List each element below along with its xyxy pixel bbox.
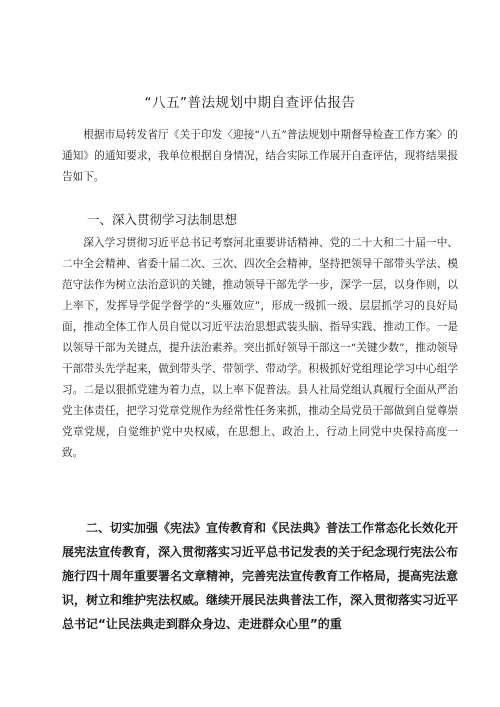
intro-paragraph: 根据市局转发省厅《关于印发〈迎接“八五”普法规划中期督导检查工作方案〉的通知》的通知要求，我单位根据自身情况，结合实际工作展开自查评估，现将结果报告如下。 xyxy=(62,129,458,183)
section-1-heading: 一、深入贯彻学习法制思想 xyxy=(87,212,238,227)
document-title: “八五”普法规划中期自查评估报告 xyxy=(144,95,356,111)
section-1-body: 深入学习贯彻习近平总书记考察河北重要讲话精神、党的二十大和二十届一中、二中全会精神、省委十届二次、三次、四次全会精神，坚持把领导干部带头学法、模范守法作为树立法治意识的关键，推动领导干部先学一步，深学一层，以身作则，以上率下，发挥导学促学督学的“头雁效应”，形成一级抓一级、层层抓学习的良好局面，推动全体工作人员自觉以习近平法治思想武装头脑、指导实践、推动工作。一是以领导干部为关键点，提升法治素养。突出抓好领导干部这一“关键少数”，推动领导干部带头先学起来，做到带头学、带领学、带动学。积极抓好党组理论学习中心组学习。二是以狠抓党建为着力点，以上率下促普法。县人社局党组认真履行全面从严治党主体责任，把学习党章党规作为经常性任务来抓，推动全局党员干部做到自觉尊崇党章党规，自觉维护党中央权威，在思想上、政治上、行动上同党中央保持高度一致。 xyxy=(62,237,458,459)
section-2-paragraph: 二、切实加强《宪法》宣传教育和《民法典》普法工作常态化长效化开展宪法宣传教育，深入贯彻落实习近平总书记发表的关于纪念现行宪法公布施行四十周年重要署名文章精神，完善宪法宣传教育工作格局，提高宪法意识，树立和维护宪法权威。继续开展民法典普法工作，深入贯彻落实习近平总书记“让民法典走到群众身边、走进群众心里”的重 xyxy=(62,521,459,631)
